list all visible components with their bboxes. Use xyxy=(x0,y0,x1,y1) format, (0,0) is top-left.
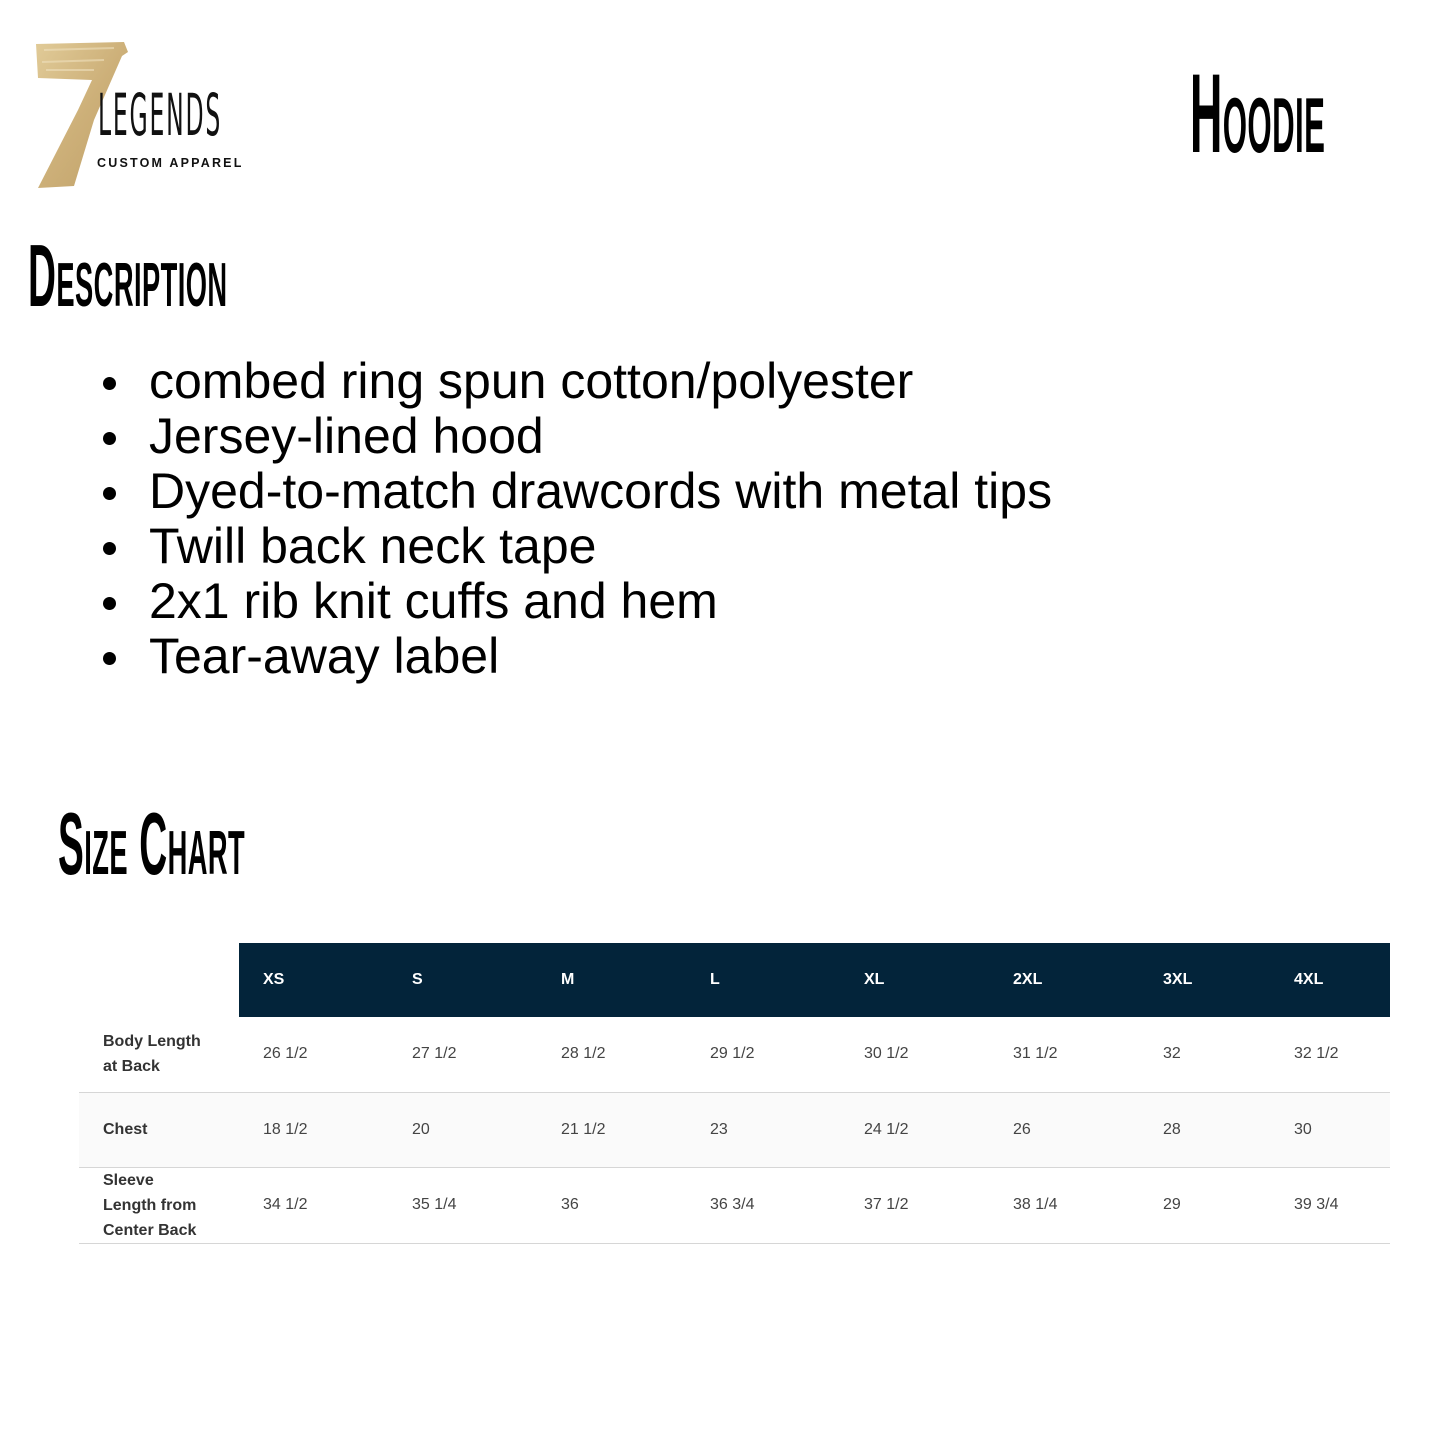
bullet-icon xyxy=(103,597,116,610)
table-cell: 38 1/4 xyxy=(1013,1196,1058,1213)
table-row xyxy=(79,1017,1390,1092)
size-chart-table xyxy=(79,943,1390,1244)
table-cell: 29 1/2 xyxy=(710,1045,755,1063)
size-header-xl: XL xyxy=(840,943,989,1017)
bullet-icon xyxy=(103,432,116,445)
feature-text: 2x1 rib knit cuffs and hem xyxy=(149,573,718,629)
feature-text: Dyed-to-match drawcords with metal tips xyxy=(149,463,1053,519)
table-cell: 24 1/2 xyxy=(864,1120,909,1138)
table-cell: 36 3/4 xyxy=(710,1196,755,1213)
table-cell: 34 1/2 xyxy=(263,1196,308,1213)
bullet-icon xyxy=(103,652,116,665)
table-cell: 20 xyxy=(412,1120,430,1138)
table-cell: 32 1/2 xyxy=(1294,1045,1339,1063)
table-cell: 36 xyxy=(561,1196,579,1213)
feature-item xyxy=(100,464,1052,519)
size-header-l: L xyxy=(686,943,840,1017)
size-header-3xl: 3XL xyxy=(1139,943,1270,1017)
description-heading: Description xyxy=(28,226,228,325)
table-cell: 30 1/2 xyxy=(864,1045,909,1063)
table-row xyxy=(79,1092,1390,1167)
feature-item xyxy=(100,409,1052,464)
table-row xyxy=(79,1167,1390,1243)
feature-list xyxy=(100,354,1052,684)
size-header-4xl: 4XL xyxy=(1270,943,1390,1017)
size-header-m: M xyxy=(537,943,686,1017)
logo-wordmark: LEGENDS xyxy=(98,81,223,149)
brand-logo xyxy=(34,40,249,190)
table-cell: 26 1/2 xyxy=(263,1045,308,1063)
size-header-2xl: 2XL xyxy=(989,943,1139,1017)
feature-text: Jersey-lined hood xyxy=(149,408,544,464)
table-cell: 27 1/2 xyxy=(412,1045,457,1063)
size-header-row xyxy=(79,943,1390,1017)
size-header-s: S xyxy=(388,943,537,1017)
table-cell: 28 1/2 xyxy=(561,1045,606,1063)
product-title: Hoodie xyxy=(1190,51,1326,176)
row-label-body-length: Body Length at Back xyxy=(103,1033,201,1076)
table-cell: 29 xyxy=(1163,1196,1181,1213)
feature-item xyxy=(100,519,1052,574)
table-cell: 18 1/2 xyxy=(263,1120,308,1138)
feature-item xyxy=(100,354,1052,409)
feature-text: combed ring spun cotton/polyester xyxy=(149,353,914,409)
table-cell: 35 1/4 xyxy=(412,1196,457,1213)
bullet-icon xyxy=(103,542,116,555)
table-cell: 21 1/2 xyxy=(561,1120,606,1138)
table-cell: 23 xyxy=(710,1120,728,1138)
row-label-chest: Chest xyxy=(103,1121,148,1138)
table-cell: 26 xyxy=(1013,1120,1031,1138)
feature-item xyxy=(100,629,1052,684)
size-chart-heading: Size Chart xyxy=(58,794,246,893)
table-cell: 31 1/2 xyxy=(1013,1045,1058,1063)
table-cell: 30 xyxy=(1294,1120,1312,1138)
size-header-xs: XS xyxy=(239,943,388,1017)
bullet-icon xyxy=(103,377,116,390)
table-cell: 37 1/2 xyxy=(864,1196,909,1213)
header-corner-cell xyxy=(79,943,239,1017)
feature-item xyxy=(100,574,1052,629)
bullet-icon xyxy=(103,487,116,500)
row-label-sleeve-length: Sleeve Length from Center Back xyxy=(103,1171,197,1239)
feature-text: Tear-away label xyxy=(149,628,500,684)
table-cell: 39 3/4 xyxy=(1294,1196,1339,1213)
table-cell: 32 xyxy=(1163,1045,1181,1063)
table-cell: 28 xyxy=(1163,1120,1181,1138)
feature-text: Twill back neck tape xyxy=(149,518,597,574)
logo-tagline: CUSTOM APPAREL xyxy=(97,156,244,170)
